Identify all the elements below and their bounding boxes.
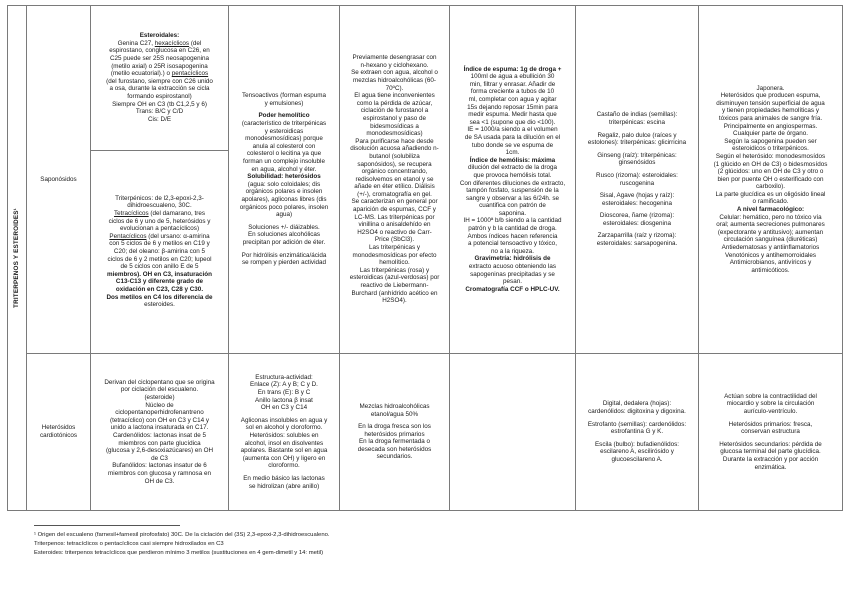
text-line: pesan. bbox=[503, 278, 522, 286]
text-line: formando espirostanol) bbox=[127, 92, 192, 100]
extraction-cell bbox=[340, 6, 450, 354]
text-line: saponina. bbox=[498, 209, 527, 217]
text-line: 1cm. bbox=[505, 149, 520, 157]
text-line: Se extraen con agua, alcohol o bbox=[351, 69, 438, 77]
footnote-1: ¹ Origen del escualeno (farnesil+farnesil pirofosfato) 30C. De la ciclación del (3S) 2,3-epoxi-2,3-dihidroescualeno. bbox=[34, 532, 330, 538]
text-line: cardenólidos: digitoxina y digoxina. bbox=[588, 408, 686, 416]
text-line: reactivo de Liebermann- bbox=[360, 282, 429, 290]
row-name: Heterósidos cardiotónicos bbox=[39, 424, 78, 439]
text-line: precipitan por adición de éter. bbox=[242, 238, 326, 246]
text-line: Trans: B/C y C/D bbox=[135, 108, 184, 116]
text-line: Ginseng (raíz): triterpénicas: bbox=[597, 151, 677, 159]
row-name-cell bbox=[27, 354, 91, 511]
text-line: bidesmosídicas a bbox=[370, 122, 419, 130]
text-line: cuantifica con patrón de bbox=[479, 202, 546, 210]
examples-text bbox=[578, 111, 696, 247]
text-line: Tetracíclicos (del damarano, tres bbox=[113, 209, 205, 217]
text-line: Antimicrobianos, antivíricos y bbox=[729, 259, 812, 267]
text-line: a potencial tensoactivo y tóxico, bbox=[468, 240, 557, 248]
text-line: aurículo-ventrículo. bbox=[743, 408, 798, 416]
text-line: En la droga fresca son los bbox=[358, 423, 431, 431]
structure-cell bbox=[91, 6, 229, 354]
text-line: Venotónicos y antihemorroidales bbox=[724, 251, 816, 259]
text-line: hemolítico. bbox=[379, 259, 410, 267]
text-line: Heterósidos primarios: fresca, bbox=[728, 420, 813, 428]
text-line: por ciclación del escualeno. bbox=[120, 386, 199, 394]
category-label: TRITERPENOS Y ESTEROIDES¹ bbox=[13, 208, 21, 308]
text-line: se hidrolizan (abre anillo) bbox=[248, 482, 320, 490]
text-line: oral; aumenta secreciones pulmonares bbox=[716, 221, 825, 229]
text-line: secundarios. bbox=[376, 453, 413, 461]
text-line: Principalmente en angiospermas. bbox=[723, 122, 818, 130]
text-line: Solubilidad: heterósidos bbox=[247, 173, 321, 181]
text-line: miembros con glucosa y ramnosa en bbox=[108, 469, 211, 477]
text-line: tubo donde se ve espuma de bbox=[471, 141, 554, 149]
text-line: min, filtrar y enrasar. Añadir de bbox=[469, 80, 556, 88]
text-line: glucoescilareno A. bbox=[611, 455, 663, 463]
text-line: colesterol o lecitina ya que bbox=[246, 150, 322, 158]
text-line: tóxicos para animales de sangre fría. bbox=[718, 114, 823, 122]
text-line: (tetracíclico) con OH en C3 y C14 y bbox=[109, 416, 210, 424]
text-line: Siempre OH en C3 (tb C1,2,5 y 6) bbox=[112, 100, 207, 108]
text-line: bien por puente OH o esterificado con bbox=[717, 175, 824, 183]
text-line: estolones): triterpénicas: glicirricina bbox=[587, 139, 687, 147]
notes-text bbox=[701, 85, 840, 275]
text-line: Cualquier parte de órgano. bbox=[733, 130, 808, 138]
text-line: miembros con parte glucídica bbox=[118, 439, 201, 447]
text-line: Japonera. bbox=[756, 84, 785, 92]
text-line: miocardio y sobre la circulación bbox=[726, 400, 815, 408]
text-line: espirostanol y paso de bbox=[362, 114, 426, 122]
text-line: agua) bbox=[275, 211, 293, 219]
text-line: apolares. Bastante sol en agua bbox=[240, 447, 328, 455]
examples-cell bbox=[576, 6, 699, 354]
text-line: y esteroidicas bbox=[264, 127, 304, 135]
text-line: En trans (E): B y C bbox=[257, 389, 311, 397]
text-line: Cis: D/E bbox=[147, 115, 172, 123]
text-line: apolares), agliconas libres (dis bbox=[241, 195, 327, 203]
properties-text bbox=[231, 374, 337, 490]
text-line: mezclas hidroalcohólicas (60- bbox=[353, 76, 436, 84]
text-line: con 5 ciclos de 6 y metilos en C19 y bbox=[109, 240, 210, 248]
text-line: esteroidicas (azul-verdosas) por bbox=[349, 274, 440, 282]
text-line: H2SO4). bbox=[382, 297, 407, 305]
text-line: desecada son heterósidos bbox=[357, 445, 432, 453]
text-line: Price (SbCl3). bbox=[374, 236, 415, 244]
text-line: Con diferentes diluciones de extracto, bbox=[459, 179, 566, 187]
row-name-cell bbox=[27, 6, 91, 354]
text-line: Según la sapogenina pueden ser bbox=[724, 137, 817, 145]
text-line: de SA usada para la dilución en el bbox=[464, 133, 561, 141]
text-line: En la droga fermentada o bbox=[358, 438, 431, 446]
text-line: circulación sanguínea (diuréticas) bbox=[723, 236, 818, 244]
properties-text bbox=[231, 92, 337, 266]
text-line: Se caracterizan en general por bbox=[351, 198, 438, 206]
structure-text bbox=[93, 379, 226, 485]
text-line: ciclopentanoperhidrofenantreno bbox=[115, 409, 204, 417]
text-line: n-hexano y ciclohexano. bbox=[360, 61, 429, 69]
text-line: OH en C3 y C14 bbox=[260, 404, 308, 412]
triterpene-structure bbox=[91, 150, 228, 353]
text-line: no a la riqueza. bbox=[490, 247, 535, 255]
examples-text bbox=[578, 400, 696, 463]
text-line: espirostano, conglucosa en C26, en bbox=[109, 47, 210, 55]
text-line: anula al colesterol con bbox=[252, 142, 316, 150]
extraction-text bbox=[342, 403, 447, 461]
text-line: Escila (bulbo): bufadienólidos: bbox=[594, 440, 679, 448]
text-line: Las triterpénicas (rosa) y bbox=[359, 266, 430, 274]
text-line: y emulsiones) bbox=[264, 99, 304, 107]
text-line: H2SO4 o reactivo de Carr- bbox=[357, 228, 432, 236]
text-line: de 5 ciclos con anillo E de 5 bbox=[120, 263, 199, 271]
text-line: evolucionan a pentacíclicos) bbox=[119, 225, 200, 233]
text-line: a osa, durante la extracción se cicla bbox=[109, 85, 210, 93]
text-line: IH = 1000ª b/b siendo a la cantidad bbox=[463, 217, 562, 225]
text-line: medir espuma. Medir hasta que bbox=[468, 111, 557, 119]
text-line: Castaño de indias (semillas): bbox=[596, 111, 678, 119]
text-line: (del furostano, siempre con C26 unido bbox=[106, 77, 213, 85]
text-line: orgánicos poco polares, insolen bbox=[239, 203, 329, 211]
text-line: ciclos de 6 y uno de 5, heterósidos y bbox=[108, 217, 211, 225]
text-line: estrofantina G y K. bbox=[610, 428, 664, 436]
text-line: (característico de triterpénicas bbox=[241, 120, 327, 128]
text-line: orgánicos polares e insolen bbox=[245, 188, 323, 196]
text-line: cloroformo. bbox=[268, 462, 300, 470]
text-line: o ramificado. bbox=[752, 198, 789, 206]
text-line: Cardenólidos: lactonas insat de 5 bbox=[112, 432, 207, 439]
text-line: Las triterpénicas y bbox=[368, 244, 421, 252]
text-line: en agua, alcohol y éter. bbox=[251, 165, 317, 173]
text-line: (agua: solo coloidales; dis bbox=[247, 180, 321, 188]
text-line: Durante la extracción y por acción bbox=[722, 455, 819, 463]
text-line: (+/-), cromatografía en gel. bbox=[357, 190, 432, 198]
text-line: sea <1 (supone que dio <100). bbox=[469, 118, 556, 126]
triterpene-structure-text bbox=[91, 195, 228, 309]
notes-cell bbox=[699, 354, 843, 511]
notes-text bbox=[701, 393, 840, 471]
text-line: conservan estructura bbox=[741, 428, 800, 436]
text-line: dihidroescualeno, 30C. bbox=[127, 202, 192, 210]
footnote-rule bbox=[34, 525, 180, 526]
text-line: ginsenósidos bbox=[618, 159, 656, 167]
text-line: carboxilo). bbox=[755, 183, 786, 191]
structure-subtable bbox=[91, 6, 228, 353]
extraction-text bbox=[342, 54, 447, 305]
text-line: enzimática. bbox=[754, 463, 787, 471]
text-line: etanol/agua 50% bbox=[370, 410, 419, 418]
text-line: tampón fosfato, suspensión de la bbox=[466, 187, 559, 195]
text-line: Gravimetría: hidrólisis de bbox=[474, 255, 551, 263]
text-line: miembros). OH en C3, insaturación bbox=[107, 270, 212, 278]
text-line: Zarzaparrilla (raíz y rizoma): bbox=[597, 232, 677, 240]
text-line: redisolvemos en etanol y se bbox=[355, 175, 434, 183]
text-line: (2 glúcidos: uno en OH de C3 y otro o bbox=[717, 168, 824, 176]
text-line: OH de C3. bbox=[144, 477, 175, 485]
text-line: C13-C13 y diferente grado de bbox=[115, 278, 204, 286]
row-name: Saponósidos bbox=[40, 175, 77, 183]
text-line: ciclos de 6 y 2 metilos en C20; lupeol bbox=[107, 255, 212, 263]
text-line: (1 glúcido en OH de C3) o bidesmosídos bbox=[713, 160, 828, 168]
text-line: Según el heterósido: monodesmosídos bbox=[715, 152, 826, 160]
text-line: ruscogenina bbox=[619, 179, 655, 187]
text-line: Dos metilos en C4 los diferencia de bbox=[106, 293, 213, 301]
text-line: ciclación de furostanol a bbox=[360, 107, 429, 115]
text-line: extracto acuoso obteniendo las bbox=[468, 263, 557, 271]
footnote-2: Triterpenos: tetracíclicos o pentacíclicos casi siempre hidroxilados en C3 bbox=[34, 541, 224, 548]
text-line: (expectorante y antitusivo); aumentan bbox=[717, 228, 824, 236]
text-line: LC-MS. Las triterpénicas por bbox=[354, 213, 435, 221]
text-line: Digital, dedalera (hojas): bbox=[602, 400, 672, 408]
pharmacognosy-table bbox=[7, 5, 843, 511]
text-line: IE = 1000/a siendo a el volumen bbox=[467, 126, 558, 134]
text-line: de C3 bbox=[151, 454, 168, 462]
text-line: Estrofanto (semillas): cardenólidos: bbox=[587, 420, 687, 428]
text-line: Tensoactivos (forman espuma bbox=[242, 92, 326, 100]
text-line: y tienen propiedades hemolíticas y bbox=[722, 107, 819, 115]
text-line: Burchard (anhídrido acético en bbox=[351, 289, 438, 297]
category-cell bbox=[8, 6, 27, 511]
text-line: heterósidos primarios bbox=[364, 430, 425, 438]
text-line: esteroidales: hecogenina bbox=[601, 199, 673, 207]
text-line: C20; del oleano: β-amirina con 5 bbox=[113, 247, 206, 255]
extraction-cell bbox=[340, 354, 450, 511]
text-line: Pentacíclicos (del ursano: α-amirina bbox=[109, 232, 210, 240]
text-line: butanol (solubiliza bbox=[369, 152, 420, 160]
properties-cell bbox=[229, 354, 340, 511]
text-line: Poder hemolítico bbox=[258, 112, 310, 120]
text-line: aparición de espumas, CCF y bbox=[353, 206, 436, 214]
text-line: esteroides. bbox=[144, 301, 175, 309]
text-line: Núcleo de bbox=[145, 401, 174, 409]
text-line: El agua tiene inconvenientes bbox=[354, 92, 435, 100]
text-line: (glucosa y 2,6-desoxiazúcares) en OH bbox=[105, 447, 214, 455]
text-line: A nivel farmacológico: bbox=[736, 206, 805, 214]
text-line: Triterpénicos: de l2,3-epoxi-2,3- bbox=[115, 194, 204, 202]
text-line: Por hidrólisis enzimática/ácida bbox=[241, 251, 327, 259]
text-line: Dioscorea, ñame (rizoma): bbox=[599, 212, 675, 220]
text-line: Previamente desengrasar con bbox=[352, 54, 437, 62]
text-line: Soluciones +/- diáizables. bbox=[248, 223, 320, 231]
text-line: forman un complejo insoluble bbox=[243, 158, 325, 166]
text-line: En medio básico las lactonas bbox=[243, 474, 325, 482]
text-line: Sisal, Agave (hojas y raíz): bbox=[599, 192, 675, 200]
text-line: triterpénicas: escina bbox=[609, 118, 665, 126]
text-line: (metilo ecuatorial).) o pentacíclicos bbox=[110, 70, 209, 78]
text-line: En soluciones alcohólicas bbox=[247, 231, 321, 239]
text-line: sol en alcohol y cloroformo. bbox=[245, 424, 323, 432]
text-line: ml, completar con agua y agitar bbox=[468, 95, 557, 103]
text-line: se rompen y pierden actividad bbox=[241, 259, 326, 267]
valuation-cell bbox=[450, 6, 576, 354]
structure-cell bbox=[91, 354, 229, 511]
text-line: Heterósidos secundarios: pérdida de bbox=[719, 440, 822, 448]
text-line: Anillo lactona β insat bbox=[255, 396, 313, 404]
text-line: monodesmosídicas) porque bbox=[245, 135, 323, 143]
steroid-structure: Esteroidales: Genina C27, hexacíclicos (del espirostano, conglucosa en C26, en C25 puede ser 25S neosapogenina (metilo axial) o 25R isosapogenina (metilo ecuatorial).) o pentacíclicos (del furostano, siempre con C26 unido a osa, durante la extracción se cicla formando espirostanol) Siempre OH en C3 (tb C1,2,5 y 6) Trans: B/C y C/D Cis: D/E bbox=[91, 6, 228, 150]
text-line: dilución del extracto de la droga bbox=[468, 164, 557, 172]
text-line: Celular: hemático, pero no tóxico vía bbox=[719, 213, 822, 221]
text-line: sapogeninas precipitadas y se bbox=[470, 270, 555, 278]
text-line: glucosa terminal del parte glucídica. bbox=[720, 448, 821, 456]
text-line: esteroidicos o triterpénicos. bbox=[732, 145, 809, 153]
text-line: oxidación en C23, C28 y C30. bbox=[115, 285, 204, 293]
valuation-cell bbox=[450, 354, 576, 511]
text-line: como la pérdida de azúcar, bbox=[356, 99, 433, 107]
steroid-structure-text bbox=[91, 40, 228, 124]
text-line: Índice de espuma: 1g de droga + bbox=[463, 65, 562, 73]
text-line: 70ºC). bbox=[385, 84, 404, 92]
text-line: esteroidales: diosgenina bbox=[603, 219, 671, 227]
text-line: saponósidos), se recupera bbox=[357, 160, 432, 168]
text-line: Mezclas hidroalcohólicas bbox=[359, 402, 430, 410]
footnote-3: Esteroides: triterpenos tetracíclicos que perdieron mínimo 3 metilos (sustituciones en 4 gem-dimetil y 14: metil) bbox=[34, 550, 324, 557]
text-line: Actúan sobre la contractilidad del bbox=[724, 392, 817, 400]
text-line: unido a lactona insaturada en C17. bbox=[110, 424, 209, 432]
text-line: monodesmosídicas) bbox=[366, 130, 423, 138]
text-line: patrón y b la cantidad de droga. bbox=[468, 225, 557, 233]
examples-cell bbox=[576, 354, 699, 511]
text-line: Genina C27, hexacíclicos (del bbox=[117, 39, 202, 47]
valuation-text bbox=[452, 66, 573, 294]
text-line: antimicóticos. bbox=[751, 266, 790, 274]
text-line: Ambos índices hacen referencia bbox=[467, 232, 558, 240]
text-line: sangre y observar a las 6/24h. se bbox=[465, 194, 560, 202]
text-line: Cromatografía CCF o HPLC-UV. bbox=[465, 285, 560, 293]
text-line: La parte glucídica es un oligósido lineal bbox=[715, 190, 826, 198]
text-line: Antiedematosas y antiinflamatorios bbox=[721, 244, 820, 252]
text-line: Bufanólidos: lactonas insatur de 6 bbox=[112, 462, 207, 470]
text-line: (esteroide) bbox=[144, 394, 175, 402]
text-line: esteroidales: sarsapogenina. bbox=[596, 240, 678, 248]
text-line: 15s dejando reposar 15min para bbox=[467, 103, 558, 111]
footnotes bbox=[34, 531, 834, 559]
text-line: que provoca hemólisis total. bbox=[473, 171, 552, 179]
text-line: Estructura-actividad: bbox=[255, 373, 313, 381]
text-line: Regaliz, palo dulce (raíces y bbox=[597, 131, 677, 139]
text-line: (metilo axial) o 25R isosapogenina bbox=[111, 62, 208, 70]
text-line: 100ml de agua a ebullición 30 bbox=[470, 73, 555, 81]
text-line: orgánico concentrando, bbox=[361, 168, 428, 176]
text-line: vinillina o anisaldehído en bbox=[358, 221, 431, 229]
text-line: (aumenta con OH) y ligero en bbox=[242, 454, 326, 462]
text-line: Enlace (Z): A y B; C y D. bbox=[250, 381, 318, 389]
text-line: monodesmosídicas por efecto bbox=[352, 251, 437, 259]
text-line: Para purificarse hace desde bbox=[355, 137, 434, 145]
text-line: Rusco (rizoma): esteroidales: bbox=[596, 171, 678, 179]
text-line: Heterósidos: solubles en bbox=[249, 432, 319, 439]
text-line: C25 puede ser 25S neosapogenina bbox=[109, 54, 210, 62]
text-line: alcohol, insol en disolventes bbox=[244, 439, 324, 447]
text-line: añade en éter etílico. Diálisis bbox=[354, 183, 435, 191]
text-line: escilareno A, escilirósido y bbox=[600, 448, 674, 456]
text-line: Heterósidos que producen espuma, bbox=[720, 92, 821, 100]
notes-cell bbox=[699, 6, 843, 354]
text-line: forma creciente a tubos de 10 bbox=[470, 88, 555, 96]
text-line: Índice de hemólisis: máxima bbox=[469, 156, 556, 164]
text-line: disolución acuosa añadiendo n- bbox=[350, 145, 439, 153]
text-line: disminuyen tensión superficial de agua bbox=[716, 99, 825, 107]
text-line: Agliconas insolubles en agua y bbox=[240, 416, 328, 424]
text-line: Derivan del ciclopentano que se origina bbox=[104, 378, 215, 386]
properties-cell bbox=[229, 6, 340, 354]
